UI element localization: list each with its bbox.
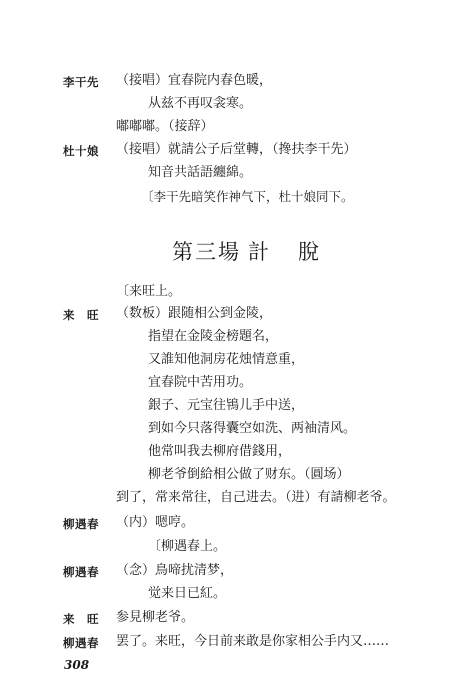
dialogue-line: 宜春院中苦用功。 [148, 375, 253, 390]
dialogue-line: 嘟嘟嘟。（接辞） [116, 119, 214, 134]
page-number: 308 [64, 658, 90, 672]
dialogue-line: 知音共話語纏綿。 [148, 165, 253, 180]
dialogue-line: （数板）跟随相公到金陵， [116, 306, 273, 321]
speaker-label: 来 旺 [63, 612, 99, 626]
speaker-label: 李干先 [63, 75, 99, 89]
stage-direction: 〔来旺上。 [116, 284, 182, 299]
dialogue-line: 从兹不再叹衾寒。 [148, 96, 253, 111]
stage-direction: 〔李干先暗笑作神气下，杜十娘同下。 [141, 189, 354, 204]
dialogue-line: 銀子、元宝往鴇儿手中送， [148, 398, 305, 413]
dialogue-line: 柳老爷倒給相公做了财东。（圓场） [148, 467, 350, 482]
speaker-label: 柳遇春 [63, 636, 99, 650]
dialogue-line: （接唱）宜春院内春色暖， [116, 73, 273, 88]
stage-direction: 〔柳遇春上。 [148, 539, 227, 554]
speaker-label: 来 旺 [63, 308, 99, 322]
dialogue-line: 参見柳老爷。 [116, 610, 195, 625]
dialogue-line: 觉来日已紅。 [148, 586, 227, 601]
dialogue-line: （念）鳥啼扰清梦， [116, 563, 234, 578]
speaker-label: 杜十娘 [63, 144, 99, 158]
dialogue-line: 到如今只落得囊空如洗、两袖清风。 [148, 421, 357, 436]
dialogue-line: 罢了。来旺，今日前来敢是你家相公手内又…… [116, 634, 390, 649]
dialogue-line: 到了，常来常往，自己进去。（进）有請柳老爷。 [116, 490, 396, 505]
dialogue-line: 又誰知他洞房花烛情意重， [148, 352, 305, 367]
speaker-label: 柳遇春 [63, 565, 99, 579]
speaker-label: 柳遇春 [63, 517, 99, 531]
dialogue-line: 指望在金陵金榜題名， [148, 329, 279, 344]
scene-title-word-1: 計 [248, 240, 271, 264]
dialogue-line: （内）嗯哼。 [116, 515, 195, 530]
dialogue-line: 他常叫我去柳府借錢用， [148, 444, 292, 459]
dialogue-line: （接唱）就請公子后堂轉，（搀扶李干先） [116, 142, 357, 157]
scene-title-word-2: 脫 [298, 240, 321, 264]
scene-title-number: 第三場 [172, 240, 241, 264]
